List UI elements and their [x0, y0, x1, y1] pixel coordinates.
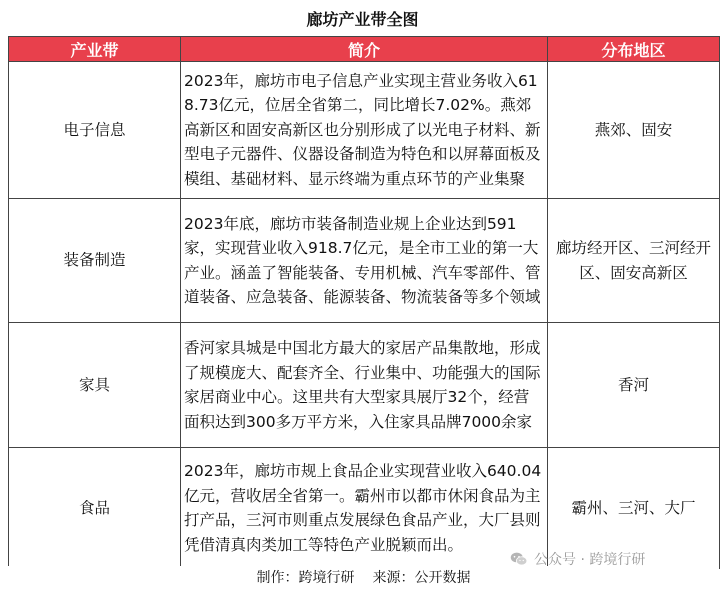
intro-cell: 2023年，廊坊市规上食品企业实现营业收入640.04亿元，营收居全省第一。霸州市以都市休闲食品为主打产品，三河市则重点发展绿色食品产业，大厂县则凭借清真肉类加工等特色产业脱颖而出。: [181, 448, 548, 569]
page-title: 廊坊产业带全图: [306, 9, 419, 29]
table-row: [9, 199, 720, 323]
maker-name: 跨境行研: [298, 570, 355, 586]
region-cell: 霸州、三河、大厂: [548, 448, 720, 569]
intro-cell: 2023年，廊坊市电子信息产业实现主营业务收入618.73亿元，位居全省第二，同比增长7.02%。燕郊高新区和固安高新区也分别形成了以光电子材料、新型电子元器件、仪器设备制造为特色和以屏幕面板及模组、基础材料、显示终端为重点环节的产业集聚: [181, 62, 548, 199]
watermark-text: 公众号 · 跨境行研: [534, 552, 646, 568]
table-header-row: [9, 37, 720, 62]
maker-label: 制作：: [256, 570, 299, 586]
industry-cell: 家具: [9, 323, 181, 448]
intro-cell: 2023年底，廊坊市装备制造业规上企业达到591家，实现营业收入918.7亿元，是全市工业的第一大产业。涵盖了智能装备、专用机械、汽车零部件、管道装备、应急装备、能源装备、物流装备等多个领域: [181, 199, 548, 323]
industry-cell: 电子信息: [9, 62, 181, 199]
source-name: 公开数据: [414, 570, 471, 586]
table-row: [9, 323, 720, 448]
industry-cell: 装备制造: [9, 199, 181, 323]
table-row: [9, 62, 720, 199]
intro-cell: 香河家具城是中国北方最大的家居产品集散地，形成了规模庞大、配套齐全、行业集中、功能强大的国际家居商业中心。这里共有大型家具展厅32个，经营面积达到300多万平方米，入住家具品牌7000余家: [181, 323, 548, 448]
region-cell: 香河: [548, 323, 720, 448]
header-intro: 简介: [181, 37, 548, 62]
source-label: 来源：: [372, 570, 415, 586]
wechat-icon: [510, 550, 528, 568]
region-cell: 燕郊、固安: [548, 62, 720, 199]
industry-cell: 食品: [9, 448, 181, 569]
watermark: [510, 548, 645, 570]
header-region: 分布地区: [548, 37, 720, 62]
header-industry: 产业带: [9, 37, 181, 62]
region-cell: 廊坊经开区、三河经开区、固安高新区: [548, 199, 720, 323]
industry-table: [8, 36, 720, 569]
